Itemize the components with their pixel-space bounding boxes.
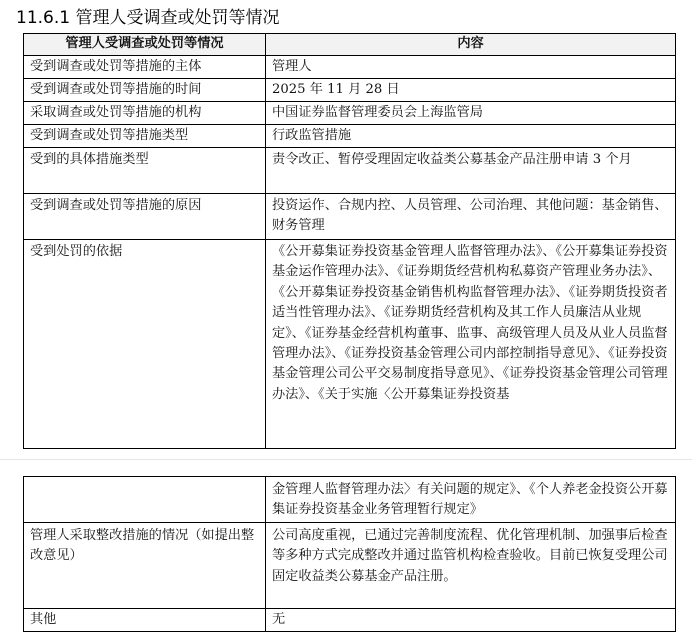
row-label: 受到调查或处罚等措施类型 [24, 125, 266, 148]
row-label: 其他 [24, 609, 266, 632]
investigation-table [23, 33, 676, 449]
row-label: 受到的具体措施类型 [24, 148, 266, 194]
row-value: 中国证券监督管理委员会上海监管局 [266, 102, 676, 125]
investigation-table-continued [23, 476, 676, 632]
row-value: 2025 年 11 月 28 日 [266, 79, 676, 102]
row-value: 行政监管措施 [266, 125, 676, 148]
table-row [24, 240, 676, 449]
table-row [24, 56, 676, 79]
table-row [24, 148, 676, 194]
row-value: 无 [266, 609, 676, 632]
row-label: 受到调查或处罚等措施的主体 [24, 56, 266, 79]
table-row [24, 194, 676, 240]
table-header-row [24, 34, 676, 56]
table-row [24, 79, 676, 102]
table-row [24, 609, 676, 632]
table-row [24, 477, 676, 523]
table-row [24, 125, 676, 148]
row-value: 公司高度重视，已通过完善制度流程、优化管理机制、加强事后检查等多种方式完成整改并通过监管机构检查验收。目前已恢复受理公司固定收益类公募基金产品注册。 [266, 523, 676, 609]
row-label: 受到调查或处罚等措施的时间 [24, 79, 266, 102]
column-header-content: 内容 [266, 34, 676, 56]
page-break [0, 459, 692, 470]
row-value: 管理人 [266, 56, 676, 79]
row-label: 受到调查或处罚等措施的原因 [24, 194, 266, 240]
row-value: 投资运作、合规内控、人员管理、公司治理、其他问题：基金销售、财务管理 [266, 194, 676, 240]
table-row [24, 523, 676, 609]
row-value: 责令改正、暂停受理固定收益类公募基金产品注册申请 3 个月 [266, 148, 676, 194]
row-value-continued: 金管理人监督管理办法〉有关问题的规定》、《个人养老金投资公开募集证券投资基金业务管理暂行规定》 [266, 477, 676, 523]
section-title: 11.6.1 管理人受调查或处罚等情况 [16, 8, 280, 28]
column-header-situation: 管理人受调查或处罚等情况 [24, 34, 266, 56]
table-row [24, 102, 676, 125]
row-label: 受到处罚的依据 [24, 240, 266, 449]
row-label: 采取调查或处罚等措施的机构 [24, 102, 266, 125]
row-label-empty [24, 477, 266, 523]
row-value: 《公开募集证券投资基金管理人监督管理办法》、《公开募集证券投资基金运作管理办法》、《证券期货经营机构私募资产管理业务办法》、《公开募集证券投资基金销售机构监督管理办法》、《证券期货投资者适当性管理办法》、《证券期货经营机构及其工作人员廉洁从业规定》、《证券基金经营机构董事、监事、高级管理人员及从业人员监督管理办法》、《证券投资基金管理公司内部控制指导意见》、《证券投资基金管理公司公平交易制度指导意见》、《证券投资基金管理公司管理办法》、《关于实施〈公开募集证券投资基 [266, 240, 676, 449]
row-label: 管理人采取整改措施的情况（如提出整改意见） [24, 523, 266, 609]
